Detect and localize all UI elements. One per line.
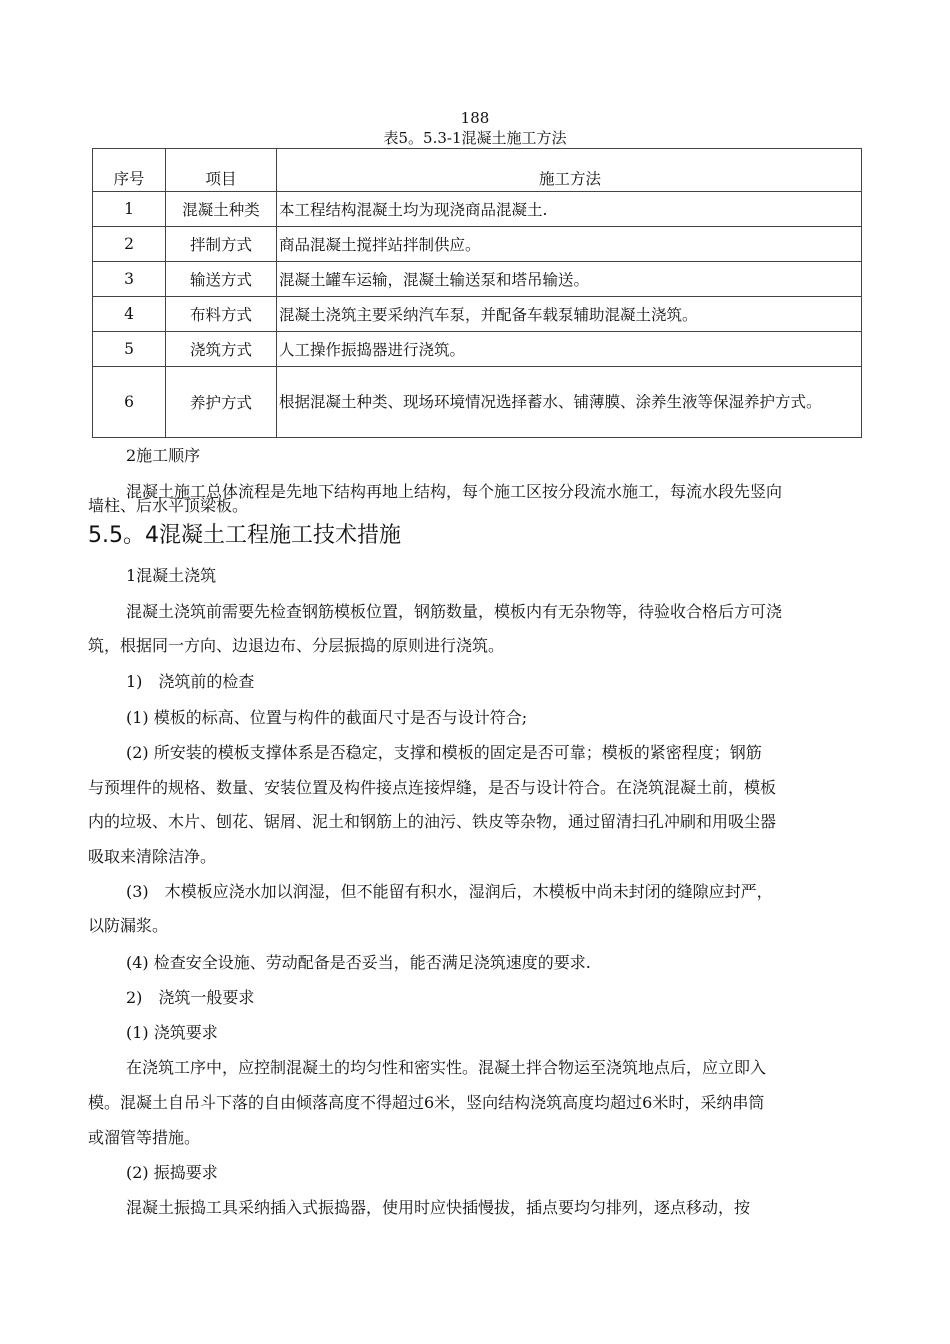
table-row [93, 332, 862, 367]
table-row [93, 192, 862, 227]
header-item: 项目 [166, 149, 277, 192]
paragraph-line: 吸取来清除洁净。 [88, 847, 217, 866]
paragraph-line: 与预埋件的规格、数量、安装位置及构件接点连接焊缝，是否与设计符合。在浇筑混凝土前，模板 [88, 778, 777, 797]
row-item: 布料方式 [166, 297, 277, 332]
row-item: 浇筑方式 [166, 332, 277, 367]
row-no: 6 [93, 367, 166, 438]
row-method: 本工程结构混凝土均为现浇商品混凝土. [277, 192, 862, 227]
section-heading: 5.5。4混凝土工程施工技术措施 [88, 523, 401, 548]
row-no: 5 [93, 332, 166, 367]
construction-method-table [92, 148, 862, 438]
table-header-row [93, 149, 862, 192]
paragraph-line: 混凝土振捣工具采纳插入式振捣器，使用时应快插慢拔，插点要均匀排列，逐点移动，按 [126, 1198, 751, 1217]
paragraph-line: 筑，根据同一方向、边退边布、分层振捣的原则进行浇筑。 [88, 636, 505, 655]
table-row [93, 367, 862, 438]
paragraph-line: 混凝土施工总体流程是先地下结构再地上结构，每个施工区按分段流水施工，每流水段先竖向 [126, 482, 783, 501]
paragraph-line: 内的垃圾、木片、刨花、锯屑、泥土和钢筋上的油污、铁皮等杂物，通过留清扫孔冲刷和用吸尘器 [88, 812, 777, 831]
paragraph-line: 混凝土浇筑前需要先检查钢筋模板位置，钢筋数量，模板内有无杂物等，待验收合格后方可浇 [126, 602, 783, 621]
row-item: 输送方式 [166, 262, 277, 297]
subheading-general-requirements: 2) 浇筑一般要求 [126, 988, 255, 1007]
row-no: 2 [93, 227, 166, 262]
paragraph-line: 模。混凝土自吊斗下落的自由倾落高度不得超过6米，竖向结构浇筑高度均超过6米时，采纳串筒 [88, 1093, 765, 1112]
paragraph-line: 墙柱、后水平顶梁板。 [88, 496, 249, 515]
row-item: 养护方式 [166, 367, 277, 438]
row-method: 商品混凝土搅拌站拌制供应。 [277, 227, 862, 262]
list-item: (1) 浇筑要求 [126, 1023, 218, 1042]
row-no: 3 [93, 262, 166, 297]
list-item: (2) 所安装的模板支撑体系是否稳定，支撑和模板的固定是否可靠；模板的紧密程度；钢筋 [126, 743, 762, 762]
row-method: 人工操作振捣器进行浇筑。 [277, 332, 862, 367]
page-number: 188 [460, 109, 490, 127]
paragraph-line: 或溜管等措施。 [88, 1128, 201, 1147]
list-item: (2) 振捣要求 [126, 1163, 218, 1182]
paragraph-line: 以防漏浆。 [88, 916, 169, 935]
subheading-pre-pour-check: 1) 浇筑前的检查 [126, 672, 255, 691]
list-item: (4) 检查安全设施、劳动配备是否妥当，能否满足浇筑速度的要求. [126, 953, 591, 972]
table-row [93, 227, 862, 262]
row-no: 4 [93, 297, 166, 332]
row-method: 混凝土罐车运输，混凝土输送泵和塔吊输送。 [277, 262, 862, 297]
header-no: 序号 [93, 149, 166, 192]
subheading-construction-order: 2施工顺序 [126, 446, 201, 465]
table-row [93, 262, 862, 297]
subheading-concrete-pouring: 1混凝土浇筑 [126, 566, 217, 585]
header-method: 施工方法 [277, 149, 862, 192]
list-item: (1) 模板的标高、位置与构件的截面尺寸是否与设计符合; [126, 708, 528, 727]
paragraph-line: 在浇筑工序中，应控制混凝土的均匀性和密实性。混凝土拌合物运至浇筑地点后，应立即入 [126, 1058, 767, 1077]
list-item: (3) 木模板应浇水加以润湿，但不能留有积水，湿润后，木模板中尚未封闭的缝隙应封严， [126, 882, 773, 901]
row-method: 混凝土浇筑主要采纳汽车泵，并配备车载泵辅助混凝土浇筑。 [277, 297, 862, 332]
row-item: 混凝土种类 [166, 192, 277, 227]
table-caption: 表5。5.3-1混凝土施工方法 [383, 129, 567, 147]
row-item: 拌制方式 [166, 227, 277, 262]
row-method: 根据混凝土种类、现场环境情况选择蓄水、铺薄膜、涂养生液等保湿养护方式。 [277, 367, 862, 438]
row-no: 1 [93, 192, 166, 227]
table-row [93, 297, 862, 332]
